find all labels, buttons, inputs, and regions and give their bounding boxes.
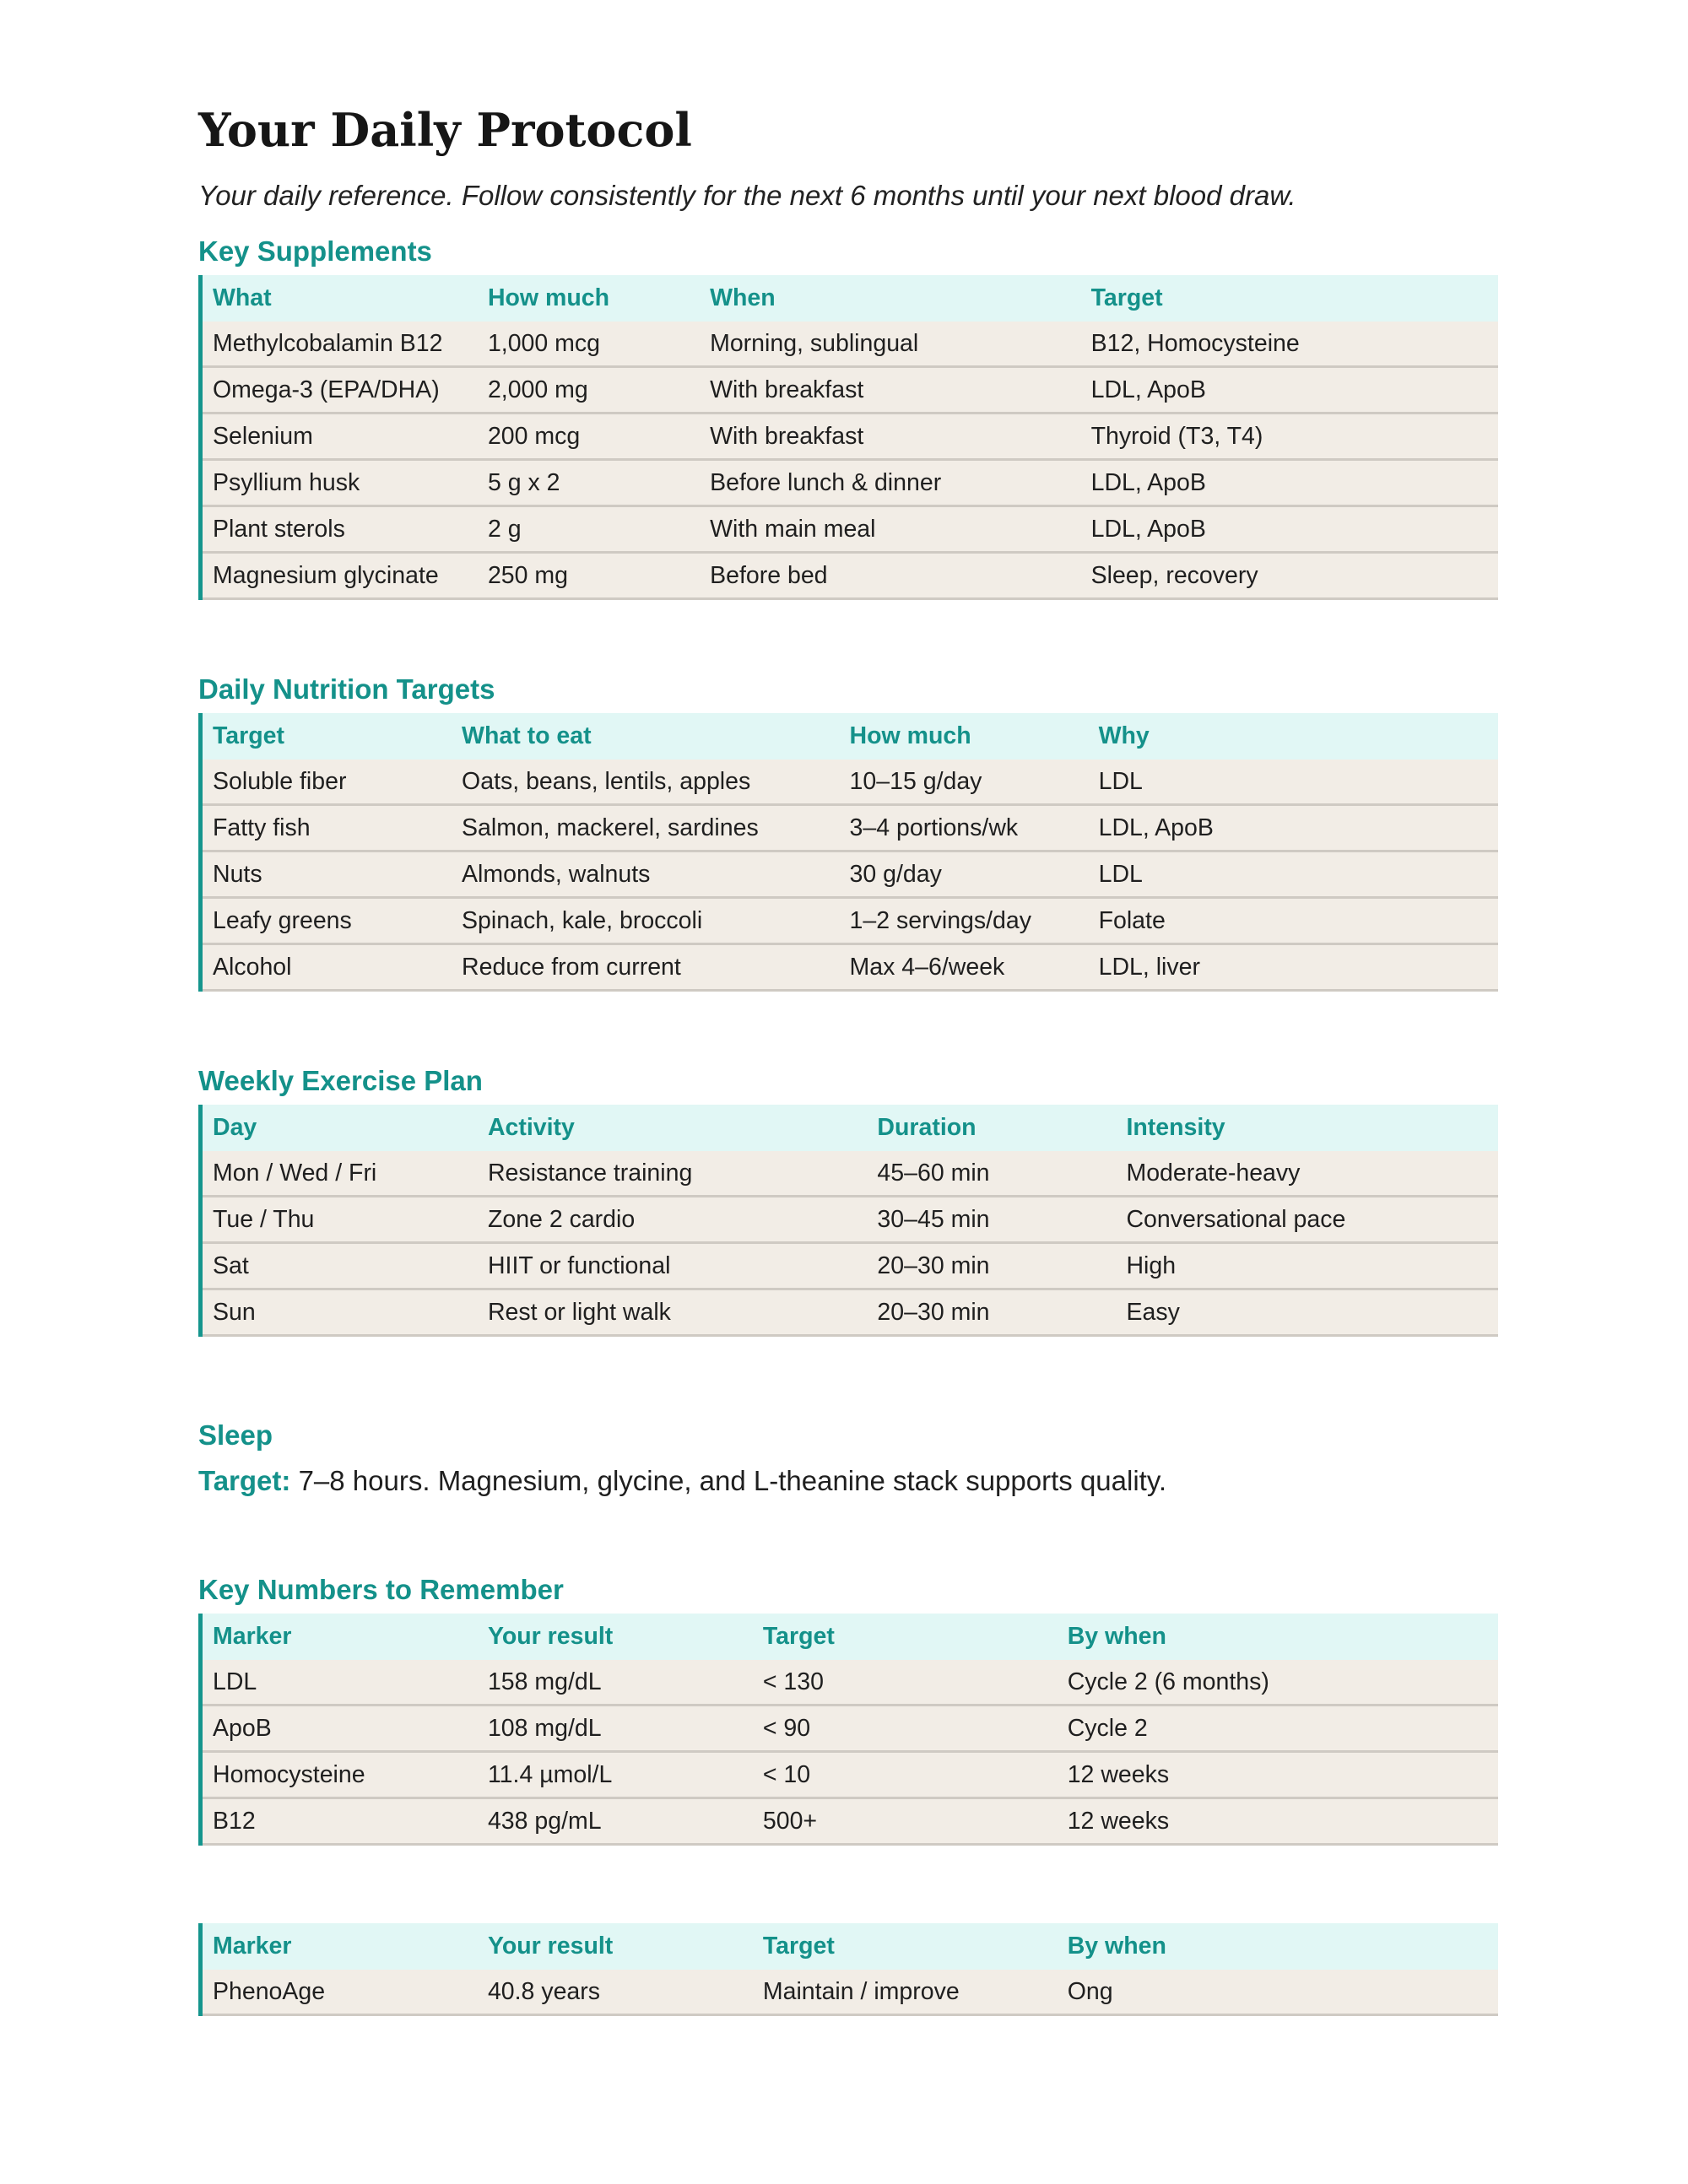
table-cell: 10–15 g/day xyxy=(849,767,982,795)
table-header-cell: Target xyxy=(762,1623,835,1650)
table-cell: With breakfast xyxy=(710,376,864,403)
table-cell: Salmon, mackerel, sardines xyxy=(462,814,759,841)
table-cell: Resistance training xyxy=(487,1159,693,1187)
table-header-cell: By when xyxy=(1067,1623,1166,1650)
sleep-target xyxy=(198,1462,1498,1500)
table-cell: Nuts xyxy=(213,860,262,888)
table-cell: With main meal xyxy=(710,515,876,543)
table-row xyxy=(203,322,1498,368)
table-row xyxy=(203,1244,1498,1290)
table-cell: Cycle 2 xyxy=(1067,1714,1148,1742)
table-cell: 108 mg/dL xyxy=(487,1714,602,1742)
table-row xyxy=(203,1197,1498,1244)
table-cell: Psyllium husk xyxy=(213,468,360,496)
table-cell: 45–60 min xyxy=(877,1159,990,1187)
phenoage-table xyxy=(198,1923,1498,2016)
table-cell: Sun xyxy=(213,1298,256,1326)
table-cell: Almonds, walnuts xyxy=(462,860,651,888)
table-cell: Folate xyxy=(1098,906,1166,934)
supplements-title: Key Supplements xyxy=(198,235,432,267)
table-cell: < 130 xyxy=(762,1668,824,1695)
table-header-cell: What xyxy=(213,284,272,311)
table-cell: 200 mcg xyxy=(487,422,581,450)
page-subtitle: Your daily reference. Follow consistently for the next 6 months until your next blood draw. xyxy=(198,180,1296,211)
table-row xyxy=(203,554,1498,600)
phenoage-section xyxy=(198,1923,1498,2016)
table-header-cell: Your result xyxy=(487,1623,614,1650)
table-cell: Spinach, kale, broccoli xyxy=(462,906,703,934)
table-cell: ApoB xyxy=(213,1714,272,1742)
table-header-row xyxy=(203,713,1498,760)
table-cell: Oats, beans, lentils, apples xyxy=(462,767,751,795)
table-header-cell: Activity xyxy=(487,1114,575,1141)
table-row xyxy=(203,368,1498,414)
table-row xyxy=(203,852,1498,899)
numbers-title: Key Numbers to Remember xyxy=(198,1574,564,1605)
table-cell: High xyxy=(1126,1251,1177,1279)
table-row xyxy=(203,1660,1498,1706)
table-header-cell: Marker xyxy=(213,1623,292,1650)
table-cell: Plant sterols xyxy=(213,515,345,543)
table-cell: 30 g/day xyxy=(849,860,942,888)
nutrition-section xyxy=(198,673,1498,992)
table-cell: Omega-3 (EPA/DHA) xyxy=(213,376,440,403)
table-cell: Conversational pace xyxy=(1126,1205,1346,1233)
table-header-cell: Target xyxy=(213,722,284,749)
sleep-section xyxy=(198,1419,1498,1500)
table-cell: Soluble fiber xyxy=(213,767,347,795)
table-cell: Selenium xyxy=(213,422,313,450)
numbers-section xyxy=(198,1573,1498,1846)
table-cell: Reduce from current xyxy=(462,953,681,981)
table-row xyxy=(203,1799,1498,1846)
table-header-cell: Day xyxy=(213,1114,257,1141)
table-cell: Tue / Thu xyxy=(213,1205,315,1233)
supplements-section xyxy=(198,235,1498,600)
table-header-cell: Target xyxy=(762,1933,835,1960)
table-header-cell: Duration xyxy=(877,1114,977,1141)
table-cell: HIIT or functional xyxy=(487,1251,671,1279)
table-cell: Cycle 2 (6 months) xyxy=(1067,1668,1269,1695)
numbers-table xyxy=(198,1614,1498,1846)
table-header-cell: Target xyxy=(1090,284,1163,311)
table-cell: Magnesium glycinate xyxy=(213,561,439,589)
table-cell: 5 g x 2 xyxy=(487,468,560,496)
table-cell: LDL, liver xyxy=(1098,953,1200,981)
table-row xyxy=(203,1151,1498,1197)
table-cell: Thyroid (T3, T4) xyxy=(1090,422,1263,450)
table-header-row xyxy=(203,1105,1498,1151)
table-row xyxy=(203,507,1498,554)
exercise-section xyxy=(198,1064,1498,1337)
table-cell: Fatty fish xyxy=(213,814,311,841)
table-row xyxy=(203,806,1498,852)
table-header-cell: Intensity xyxy=(1126,1114,1225,1141)
table-cell: 158 mg/dL xyxy=(487,1668,602,1695)
sleep-target-text: 7–8 hours. Magnesium, glycine, and L-theanine stack supports quality. xyxy=(290,1465,1167,1496)
table-cell: Sat xyxy=(213,1251,249,1279)
table-row xyxy=(203,1706,1498,1753)
table-cell: Rest or light walk xyxy=(487,1298,671,1326)
sleep-title: Sleep xyxy=(198,1419,273,1451)
table-cell: 12 weeks xyxy=(1067,1807,1170,1835)
table-header-cell: When xyxy=(710,284,776,311)
table-cell: LDL xyxy=(213,1668,257,1695)
table-cell: Leafy greens xyxy=(213,906,352,934)
supplements-table xyxy=(198,275,1498,600)
table-cell: Maintain / improve xyxy=(762,1977,960,2005)
table-cell: 1,000 mcg xyxy=(487,329,601,357)
table-cell: < 10 xyxy=(762,1760,811,1788)
table-header-cell: How much xyxy=(849,722,971,749)
table-cell: Max 4–6/week xyxy=(849,953,1005,981)
table-cell: 500+ xyxy=(762,1807,818,1835)
table-cell: Alcohol xyxy=(213,953,292,981)
nutrition-table xyxy=(198,713,1498,992)
table-cell: 11.4 µmol/L xyxy=(487,1760,613,1788)
table-cell: LDL xyxy=(1098,860,1143,888)
table-cell: 40.8 years xyxy=(487,1977,601,2005)
table-row xyxy=(203,1970,1498,2016)
table-cell: Methylcobalamin B12 xyxy=(213,329,443,357)
table-cell: 12 weeks xyxy=(1067,1760,1170,1788)
table-header-row xyxy=(203,1923,1498,1970)
protocol-page xyxy=(198,95,1498,2016)
table-row xyxy=(203,945,1498,992)
table-cell: 250 mg xyxy=(487,561,568,589)
sleep-target-label: Target: xyxy=(198,1465,291,1496)
table-cell: LDL, ApoB xyxy=(1098,814,1214,841)
table-cell: 1–2 servings/day xyxy=(849,906,1032,934)
table-row xyxy=(203,760,1498,806)
table-cell: LDL, ApoB xyxy=(1090,376,1206,403)
table-cell: Moderate-heavy xyxy=(1126,1159,1301,1187)
table-cell: Mon / Wed / Fri xyxy=(213,1159,377,1187)
table-cell: Morning, sublingual xyxy=(710,329,919,357)
table-cell: 2 g xyxy=(487,515,522,543)
table-row xyxy=(203,1753,1498,1799)
table-cell: With breakfast xyxy=(710,422,864,450)
exercise-table xyxy=(198,1105,1498,1337)
table-cell: 3–4 portions/wk xyxy=(849,814,1019,841)
table-header-cell: By when xyxy=(1067,1933,1166,1960)
table-cell: LDL xyxy=(1098,767,1143,795)
table-cell: 20–30 min xyxy=(877,1298,990,1326)
table-cell: < 90 xyxy=(762,1714,811,1742)
table-row xyxy=(203,1290,1498,1337)
table-cell: 20–30 min xyxy=(877,1251,990,1279)
table-cell: Before bed xyxy=(710,561,828,589)
page-title: Your Daily Protocol xyxy=(198,103,692,157)
table-cell: LDL, ApoB xyxy=(1090,515,1206,543)
table-cell: Zone 2 cardio xyxy=(487,1205,636,1233)
table-cell: 2,000 mg xyxy=(487,376,588,403)
table-row xyxy=(203,414,1498,461)
exercise-title: Weekly Exercise Plan xyxy=(198,1065,483,1096)
table-cell: 30–45 min xyxy=(877,1205,990,1233)
table-header-row xyxy=(203,275,1498,322)
table-cell: Homocysteine xyxy=(213,1760,365,1788)
table-header-cell: How much xyxy=(487,284,610,311)
table-row xyxy=(203,461,1498,507)
table-cell: Sleep, recovery xyxy=(1090,561,1258,589)
nutrition-title: Daily Nutrition Targets xyxy=(198,673,495,705)
table-header-cell: What to eat xyxy=(462,722,592,749)
table-header-cell: Marker xyxy=(213,1933,292,1960)
table-header-row xyxy=(203,1614,1498,1660)
table-cell: 438 pg/mL xyxy=(487,1807,602,1835)
table-header-cell: Why xyxy=(1098,722,1150,749)
table-cell: PhenoAge xyxy=(213,1977,326,2005)
table-cell: B12 xyxy=(213,1807,256,1835)
table-row xyxy=(203,899,1498,945)
table-header-cell: Your result xyxy=(487,1933,614,1960)
table-cell: B12, Homocysteine xyxy=(1090,329,1300,357)
table-cell: Ong xyxy=(1067,1977,1113,2005)
table-cell: Before lunch & dinner xyxy=(710,468,942,496)
table-cell: Easy xyxy=(1126,1298,1180,1326)
table-cell: LDL, ApoB xyxy=(1090,468,1206,496)
